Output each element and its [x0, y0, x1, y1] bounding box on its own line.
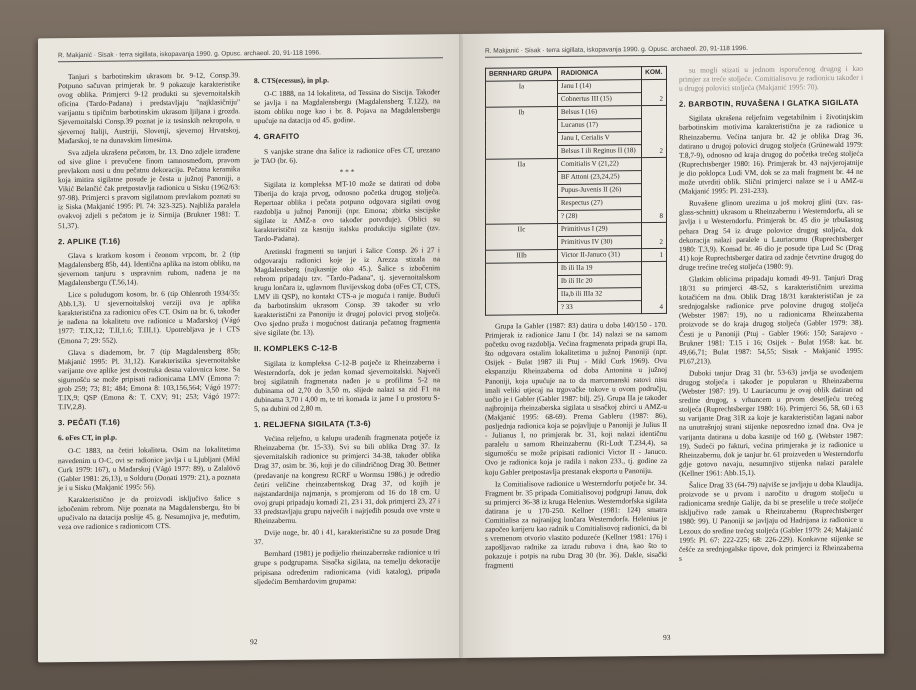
paragraph: Sigilata iz kompleksa C-12-B potječe iz Rheinzaberna i Westerndorfa, dok je jedan komad sjevernoitalski. Najveći broj sigilatnih fragmenata nađen je u profilima 5-2 na dubinama od 2,70 do 3,50 m, slijede nalazi sa zid F1 na dubinama 3,70 i 4,00 m, te tri komada iz jame I u prostoru S-5, na dubini od 2,80 m. — [254, 356, 440, 414]
table-header: BERNHARD GRUPA — [486, 67, 558, 81]
paragraph: Grupa Ia Gabler (1987: 83) datira u doba 140/150 - 170. Primjerak iz radionice Janu I (br. 14) nalazi se na samom početku ovog razdoblja. Većina fragmenata pripada grupi IIa, što odgovara ostalim lokalitetima u južnoj Panoniji (npr. Osijek - Bulat 1987 ili Ptuj - Mikl Curk 1969). Ovu ekspanziju Rheinzaberna od doba Antonina u južnoj Panoniji, koja upućuje na to da marcomanski ratovi nisu imali veliki utjecaj na trgovačke tokove u ovom području, uočio je i Gabler (Gabler 1987: bilj. 25). Grupa IIa je također najbrojnija rheinzaberska sigilata u sisačkoj zbirci u AMZ-u (Makjanić 1995: 68-69). Prema Gableru (1987: 86), posljednja radionica koja se pojavljuje u Panoniji je Julius II - Julianus I, no primjerak br. 31, koji nalazi identičnu paralelu u samom Rheinzabernu (Ri-Ludt T.234,4), sa sigurnošću se može pripisati radionici Victor II - Januco. Ovo je radionica koja je radila i nakon 233., tj. godine za koju Gabler pretpostavlja prestanak eksporta u Panoniju. — [485, 319, 667, 477]
table-cell-workshop: IIa,b ili IIIa 32 — [557, 288, 641, 302]
paragraph: su mogli stizati u jednom isporučenog drugog i kao primjer za treće stoljeće. Comitialisovu je radionicu također i u drugoj polovici stoljeća (Makjanić 1995: 70). — [679, 63, 863, 93]
paragraph: Glava s kratkom kosom i čeonom vrpcom, br. 2 (tip Magdalensberg 85b, 44). Identična aplika na istom obliku, na sjevernom tanjuru s uspravnim rubom, nađena je na Magdalensbergu (T.56,14). — [58, 249, 240, 288]
table-cell-group: Ia — [486, 80, 558, 107]
paragraph: Aretinski fragmenti su tanjuri i šalice Consp. 26 i 27 i odgovaraju radionici koje je iz Arezza stizala na Magdalensberg (najkasnije oko 45.). Šalice s izbočenim rebrom pripadaju tzv. "Tardo-Padana", tj. sjevernoitalskom krugu lončara iz, uglavnom fluvijevskog doba (oFes CT, CTS, LMV ili QSP), no kontakt CTS-a je moguća i ranije. Budući da barbotinskim ukrasom Consp. 39 također su vrlo karakteristični za Panoniju iz drugoj polovici prvog stoljeća. Ovo sjedno pruža i mogućnost datiranja pečatnog fragmenta sive sigilate (br. 13). — [254, 244, 440, 338]
paragraph: Glatkim oblicima pripadaju komadi 49-91. Tanjuri Drag 18/31 su primjerci 48-52, s karakterističnim urezima kotačićem na dnu. Oblik Drag 18/31 karakterističan je za srednjogalske radionice prve polovine drugog stoljeća (Webster 1987: 19), no u radionicama Rheinzaberna proizvode se do kraja drugog stoljeća (Gabler 1979: 38). Česti je u Panoniji (Ptuj - Gabler 1966: 150; Sarajevo - Brukner 1981: T.15 i 16; Osijek - Bulat 1958: kat. br. 49,66,71; Bulat 1987: 54,55; Sisak - Makjanić 1995: Pl.67,213). — [679, 272, 863, 366]
paragraph: Ruvašene glinom urezima u još mokroj glini (tzv. ras-glass-schnitt) ukrasom u Rheinzabernu i Westerndorfu, ali se javlja i u Westerndorfu. Primjerak br. 45 dio je trbušastog pehara Drag 54 iz druge polovice drugog stoljeća, dok dekoracija nalazi paralele u Lauriacumu (Ruprechtsberger 1980: T.3,9). Komad br. 46 dio je posude tipa Lud Sc (Drag 41) koje Ruprechtsberger datira od zadnje četvrtine drugog do druge trećine trećeg stoljeća (1980: 9). — [679, 197, 863, 272]
paragraph: Duboki tanjur Drag 31 (br. 53-63) javlja se uvođenjem drugog stoljeća i također je popularan u Rheinzabernu (Webster 1987: 19). U Lauriacumu je ovaj oblik datiran od sredine drugog, s vrhuncem u prvom desetljeću trećeg stoljeća (Ruprechtsberger 1980: 16). Primjerci 56, 58, 60 i 63 su varijante Drag 31R za koje je karakterističan lagani nabor na unutrašnjoj strani stijenke neposredno iznad dna. Ova je varijanta datirana u doba kasnije od 160 g. (Webster 1987: 19). Sudeći po fakturi, većina primjeraka je iz radionice u Rheinzabernu, dok je tanjur br. 61 proizveden u Westerndorfu gdje gotovo navaju, nesumnjivo stijenka nalazi paralele (Kellner 1961: Abb.15,1). — [679, 366, 863, 478]
left-column-1 — [58, 70, 240, 534]
right-column-2 — [679, 64, 863, 566]
paragraph: O-C 1883, na četiri lokalitetа. Osim na lokalitetima navedenim u O-C, ovi se radionice javlja i u Ljubljani (Mikl Curk 1979: 167), u Mađarskoj (Vágó 1977: 89), u Zalalövő (Gabler 1981: 26,13), u Solduru (Donati 1979: 21), a poznata je i u Sisku (Makjanić 1995: 56). — [58, 444, 240, 493]
subsection-heading: 6. oFes CT, in pl.p. — [58, 432, 117, 443]
paragraph: Sigilata ukrašena reljefnim vegetabilnim i životinjskim barbotinskim motivima karakteristična je za radionice u Rheinzabernu. Većina tanjura br. 42 je oblika Drag 36, datirano u drugoj polovici drugog stoljeća (Grünewald 1979: T.8,7-9), odnosno od kraja drugog do početka trećeg stoljeća (Ruprechtsberger 1980: 16). Primjerak br. 43 najvjerojatnije je dio poklopca Ludi VM, dok se za mali fragment br. 44 ne može utvrditi oblik. Slični primjerci nalaze se i u AMZ-u (Makjanić 1995: Pl. 231-233). — [679, 112, 863, 196]
paragraph: Glava s diademom, br. 7 (tip Magdalensberg 85b; Makjanić 1995: Pl. 31,12). Karakteristika sjevernoitalske varijante ove aplike jest dvostruka desna valovnica kose. Sa sigurnošću se može pripisati radionicama LMV (Emona 7: grob 259; 73; 81; 484; Emona 8: 103,156,564; Vágó 1977: T.IX,9; QSP (Emona &: T. CXV; 91; 253; Vágó 1977: T.IV,2,8). — [58, 345, 240, 412]
paragraph: Karakteristično je da proizvodi isključivo šalice s izbočenim rebrom. Nije poznata na Magdalensbergu, što bi upućivalo na datacija poslije 45. g. Nesumnjiva je, međutim, veza ove radionice s radionicom CTS. — [58, 493, 240, 532]
table-cell-count: 8 — [642, 157, 667, 222]
section-heading-aplike: 2. APLIKE (T.16) — [58, 236, 121, 246]
section-heading-barbotin: 2. BARBOTIN, RUVAŠENA I GLATKA SIGILATA — [679, 98, 859, 109]
table-cell-count: 4 — [642, 261, 667, 313]
separator-stars: * * * — [339, 166, 355, 177]
paragraph: Sigilata iz kompleksa MT-10 može se datirati od doba Tiberija do kraja prvog, odnosno početka drugog stoljeća. Repertoar oblika i pečata potpuno odgovara sigilati ovog razdoblja u južnoj Panoniji (npr. Emona; zbirka siscijske sigilate iz AMZ-a ovo također potvrđuje). Oblici su karakteristični za kasniju italsku produkciju sigilate (tzv. Tardo-Padana). — [254, 178, 440, 244]
table-cell-workshop: Respectus (27) — [557, 197, 641, 211]
open-book-spread — [38, 30, 884, 673]
page-number-right: 93 — [663, 632, 671, 642]
table-cell-workshop: Janu I, Cerialis V — [557, 132, 641, 146]
paragraph: O-C 1888, na 14 lokaliteta, od Tessina do Siscija. Također se javlja i na Magdalensbergu (Magdalensberg T.122), na istom obliku noge kao i br. 8. Pojava na Magdalensbergu upućuje na datacija od 45. godine. — [254, 87, 440, 126]
table-cell-workshop: Victor II-Januco (31) — [557, 249, 641, 263]
left-column-2 — [254, 68, 440, 589]
table-cell-workshop: Ib ili IIc 20 — [557, 275, 641, 289]
table-cell-group: Ib — [486, 106, 558, 159]
table-cell-count: 2 — [642, 105, 667, 157]
table-header: RADIONICA — [557, 67, 641, 81]
paragraph: Šalice Drag 33 (64-79) najviše se javljaju u doba Klaudija, proizvode se u prvom i naročito u drugom stoljeću u radionicama srednje Galije, da bi se preselile u treće stoljeće isključivo rade zamak u Rheinzabernu (Ruprechtsberger 1980: 99). U Panoniji se javljaju od Hadrijana iz radionice u Lezoux do sredine trećeg stoljeća (Gabler 1979: 24; Makjanić 1995: Pl. 67: 222-225; 68: 226-229). Konkavne stijenke se češće za srednjogalske tipove, dok primjerci iz Rheinzaberna s — [679, 478, 863, 563]
table-cell-workshop: ? (28) — [557, 210, 641, 224]
table-cell-count: 2 — [642, 222, 667, 248]
table-cell-workshop: Primitivus I (29) — [557, 223, 641, 237]
paragraph: Lice s poludugom kosom, br. 6 (tip Ohlenroth 1934/35: Abb.1,3). U sjevernoitalskoj verziji ova je aplika karakteristična za radionicu oFes CT. Osim na br. 6, također je nađena na lokalitetu ove radionice u Mađarskoj (Vágó 1977: T.IX,12; T.II,1.6; T.III,1). Upotrebljava je i CTS (Emona 7; 29: 552). — [58, 288, 240, 345]
table-body — [486, 79, 667, 315]
table-cell-workshop: Comitialis V (21,22) — [557, 158, 641, 172]
bernhard-group-table — [485, 66, 667, 316]
table-cell-workshop: Janu I (14) — [557, 80, 641, 94]
right-column-1 — [485, 66, 667, 573]
table-cell-group: IIa — [486, 158, 558, 224]
paragraph: S vanjske strane dna šalice iz radionice oFes CT, urezano je TAO (br. 6). — [254, 144, 440, 165]
table-cell-workshop: Lucanus (17) — [557, 119, 641, 133]
table-cell-group: IIIb — [486, 249, 558, 263]
table-cell-group: IIc — [486, 223, 558, 250]
section-heading-kompleks: II. KOMPLEKS C-12-B — [254, 343, 338, 354]
table-cell-count: 1 — [642, 248, 667, 261]
section-heading-reljefna: 1. RELJEFNA SIGILATA (T.3-6) — [254, 419, 371, 430]
table-cell-workshop: Ib ili IIa 19 — [557, 262, 641, 276]
right-running-head: R. Makjanić · Sisak · terra sigillata, iskopavanja 1990. g. Opusc. archaeol. 20, 91-118 1996. — [485, 44, 862, 58]
table-cell-workshop: Pupus-Juvenis II (26) — [557, 184, 641, 198]
table-cell-workshop: Belsus I ili Reginus II (18) — [557, 145, 641, 159]
paragraph: Većina reljefno, u kalupu urađenih fragmenata potječe iz Rheinzaberna (br. 15-33). Svi su bili oblika Drag 37. Iz sjevernitalskih radionice su primjerci 34-38, također oblika Drag 37, osim br. 36, koji je do cilindričnog Drag 30. Bettner (predavanje na kongresu RCRF u Wormsu 1986.) je odredio četiri veličine rheinzabernskog Drag 37, od kojih je najstandardnija najmanja, s promjerom od 16 do 18 cm. U ovoj grupi pripadaju komadi 21, 23 i 31, dok primjerci 23, 27 i 33 predstavljaju grupu najvećih i najrjeđih posuda ove vrste u Rheinzabernu. — [254, 432, 440, 526]
paragraph: Tanjuri s barbotinskim ukrasom br. 9-12, Consp.39. Potpuno sačuvan primjerak br. 9 pokazuje karakteristike ovog oblika. Primjerci 9-12 produkti su sjevernoitalskih oficina (Tardo-Padana) i predstavljaju "najklasičniju" varijantu s tipičnim barbotinskim ukrasom ljiljana i grozda. Sjevernoitalski Consp.39 poznat je iz tesinskih nekropola, u sjevernoj Italiji, Austriji, Slovenji, sjevernoj Hrvatskoj, Mađarskoj, te na dunavskim limesima. — [58, 70, 240, 145]
paragraph: Bernhard (1981) je podijelio rheinzabernske radionice u tri grupe s podgrupama. Sisačka sigilata, na temelju dekoracije pripisana određenim radionicama (vidi katalog), pripada sljedećim Bernhardovim grupama: — [254, 547, 440, 586]
subsection-heading: 8. CTS(ecessus), in pl.p. — [254, 75, 329, 86]
table-header: KOM. — [642, 66, 667, 79]
paragraph: Iz Comitialisove radionice u Westerndorfu potječe br. 34. Fragment br. 35 pripada Comitialisovoj podgrupi Januu, dok su primjerci 36-38 iz kruga Helenius. Westerndorfska sigilata datirana je u 170-250. Kellner (1981: 124) smatra Comitialisa za najranijeg lončara Westerndorfa. Helenius je započeo karijeru kao radnik u Comitialisovoj radionici, da bi s vremenom otvorio vlastito poduzeće (Kellner 1981: 176) i zapošljavao radnike za izradu rubova i dna, kao što to pokazuje i potpis na rubu Drag 30 (br. 36). Dakle, sisački fragmenti — [485, 477, 667, 571]
table-cell-workshop: BF Attoni (23,24,25) — [557, 171, 641, 185]
section-heading-pecati: 3. PEČATI (T.16) — [58, 417, 121, 428]
left-page — [38, 34, 463, 662]
page-number-left: 92 — [250, 637, 258, 647]
right-page — [463, 30, 884, 658]
left-running-head: R. Makjanić · Sisak · terra sigillata, iskopavanja 1990. g. Opusc. archaeol. 20, 91-118 1996. — [58, 48, 443, 62]
section-heading-grafito: 4. GRAFITO — [254, 132, 300, 142]
table-cell-workshop: Cobnertus III (15) — [557, 93, 641, 107]
paragraph: Sva zdjela ukrašena pečatom, br. 13. Dno zdjele izrađene od sive gline i prevučene finom tamnosmeđom, pravom prevlakom nosi u dnu pečatnu dekoraciju. Pečatna keramika koja imitira sigilatne posude je česta u južnoj Panoniji, a Vikić Belančić čak pretpostavlja radionicu u Sisku (1962/63: 97-98). Primjerci s pravom sigilatnom prevlakom poznati su iz Siska (Makjanić 1995: Pl. 74: 323-325). Najbliža paralela ovakvoj zdjeli s pečatom je iz Sirmija (Brukner 1981: T. 51,37). — [58, 146, 240, 230]
paragraph: Dvije noge, br. 40 i 41, karakteristične su za posude Drag 37. — [254, 526, 440, 547]
table-cell-group — [486, 262, 558, 315]
table-cell-workshop: Primitivus IV (30) — [557, 236, 641, 250]
table-cell-count: 2 — [642, 79, 667, 105]
table-cell-workshop: ? 33 — [557, 301, 641, 315]
table-cell-workshop: Belsus I (16) — [557, 106, 641, 120]
